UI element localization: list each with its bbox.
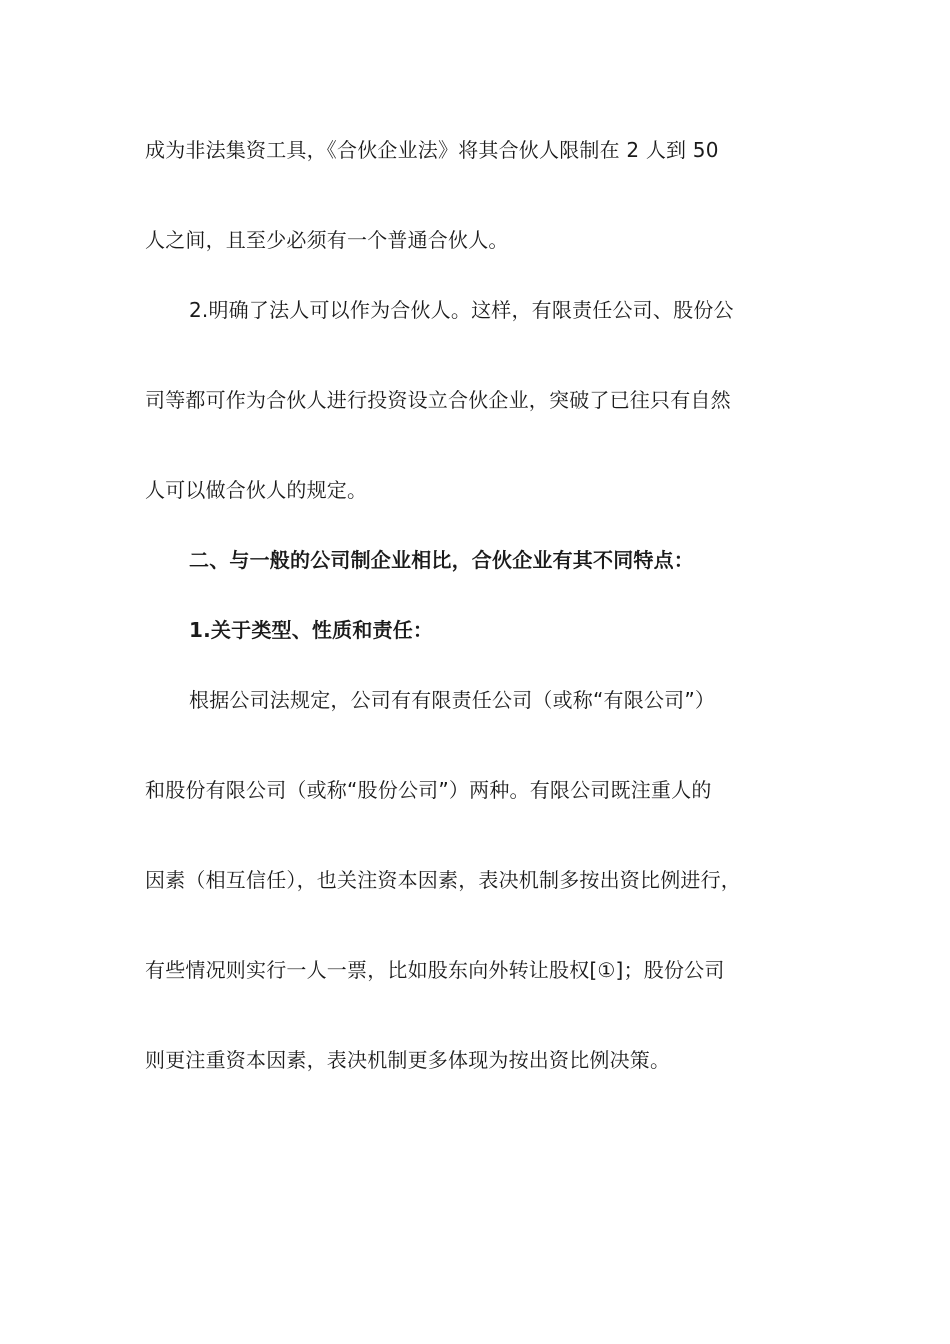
body-text-line: 司等都可作为合伙人进行投资设立合伙企业，突破了已往只有自然 [145, 388, 731, 412]
section-heading: 二、与一般的公司制企业相比，合伙企业有其不同特点： [189, 548, 694, 572]
body-text-line: 则更注重资本因素，表决机制更多体现为按出资比例决策。 [145, 1048, 671, 1072]
body-text-line: 成为非法集资工具，《合伙企业法》将其合伙人限制在 2 人到 50 [145, 138, 719, 162]
body-text-line: 有些情况则实行一人一票，比如股东向外转让股权[①]；股份公司 [145, 958, 725, 982]
body-text-line: 根据公司法规定，公司有有限责任公司（或称“有限公司”） [189, 688, 716, 712]
body-text-line: 2.明确了法人可以作为合伙人。这样，有限责任公司、股份公 [189, 298, 734, 322]
body-text-line: 人之间，且至少必须有一个普通合伙人。 [145, 228, 509, 252]
subsection-heading: 1.关于类型、性质和责任： [189, 618, 434, 642]
body-text-line: 和股份有限公司（或称“股份公司”）两种。有限公司既注重人的 [145, 778, 712, 802]
body-text-line: 因素（相互信任），也关注资本因素，表决机制多按出资比例进行， [145, 868, 741, 892]
body-text-line: 人可以做合伙人的规定。 [145, 478, 368, 502]
